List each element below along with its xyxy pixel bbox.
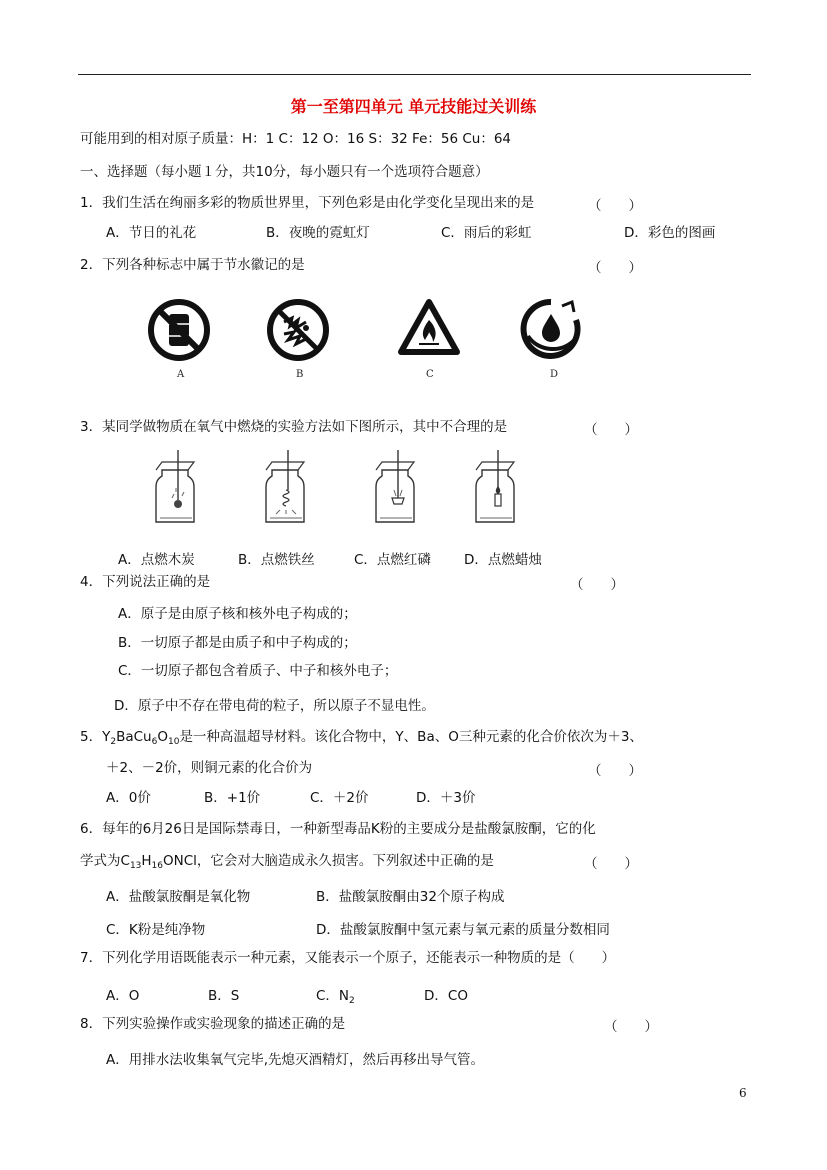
q3-option-a: A．点燃木炭 <box>118 552 195 568</box>
q3-option-d: D．点燃蜡烛 <box>464 552 542 568</box>
q5-stem-line2: ＋2、－2价，则铜元素的化合价为 <box>106 760 313 776</box>
q2-stem: 2．下列各种标志中属于节水徽记的是 <box>80 257 305 273</box>
q6-answer-paren: （ ） <box>584 856 638 872</box>
q6-stem-line2 <box>80 852 494 875</box>
q2-answer-paren: （ ） <box>588 260 642 276</box>
q6-option-b: B．盐酸氯胺酮由32个原子构成 <box>316 889 505 905</box>
page-number: 6 <box>739 1086 747 1100</box>
q4-option-c: C．一切原子都包含着质子、中子和核外电子； <box>118 663 398 679</box>
q8-answer-paren: （ ） <box>604 1019 658 1035</box>
q8-stem: 8．下列实验操作或实验现象的描述正确的是 <box>80 1016 346 1032</box>
q1-option-a: A．节日的礼花 <box>106 225 197 241</box>
q8-option-a: A．用排水法收集氧气完毕,先熄灭酒精灯，然后再移出导气管。 <box>106 1052 485 1068</box>
q5-stem: 5．$Y_2BaCu_6O_{10}$是一种高温超导材料。该化合物中，Y、Ba、O三种元素的化合价依次为＋3、 <box>80 729 643 747</box>
q1-option-d: D．彩色的图画 <box>624 225 716 241</box>
q6-option-a: A．盐酸氯胺酮是氧化物 <box>106 889 251 905</box>
q5-sub-o: 10 <box>167 737 180 747</box>
no-fish-wastewater-icon <box>266 298 330 362</box>
q5-stem-rest: 是一种高温超导材料。该化合物中，Y、Ba、O三种元素的化合价依次为＋3、 <box>179 729 643 745</box>
q3-option-b: B．点燃铁丝 <box>238 552 315 568</box>
section-header: 一、选择题（每小题１分，共10分，每小题只有一个选项符合题意） <box>80 164 489 180</box>
q5-option-a: A．0价 <box>106 790 151 806</box>
q7-option-b: B．S <box>208 988 240 1004</box>
q6-option-c: C．K粉是纯净物 <box>106 922 206 938</box>
q6-stem-pre: 学式为C <box>80 853 130 869</box>
gas-jar-iron-wire-icon <box>264 448 308 528</box>
water-saving-icon <box>518 296 584 362</box>
no-oil-barrel-icon <box>147 298 211 362</box>
q5-option-b: B．+1价 <box>204 790 261 806</box>
q2-label-d: D <box>550 369 559 380</box>
q1-option-b: B．夜晚的霓虹灯 <box>266 225 370 241</box>
q1-answer-paren: （ ） <box>588 198 642 214</box>
q4-option-d: D．原子中不存在带电荷的粒子，所以原子不显电性。 <box>114 698 435 714</box>
q4-option-b: B．一切原子都是由质子和中子构成的； <box>118 635 357 651</box>
q2-label-c: C <box>426 369 434 380</box>
q1-stem: 1．我们生活在绚丽多彩的物质世界里，下列色彩是由化学变化呈现出来的是 <box>80 195 535 211</box>
q7-option-c-sub: 2 <box>349 996 355 1006</box>
page-title: 第一至第四单元 单元技能过关训练 <box>290 97 537 116</box>
q2-label-a: A <box>177 369 185 380</box>
q5-option-d: D．＋3价 <box>416 790 476 806</box>
gas-jar-red-phosphorus-icon <box>374 448 418 528</box>
q6-sub-c: 13 <box>129 861 142 871</box>
q7-stem: 7．下列化学用语既能表示一种元素，又能表示一个原子，还能表示一种物质的是（ ） <box>80 950 616 966</box>
q6-option-d: D．盐酸氯胺酮中氢元素与氧元素的质量分数相同 <box>316 922 610 938</box>
q5-formula-o: O <box>157 729 168 745</box>
q7-option-a: A．O <box>106 988 140 1004</box>
header-rule <box>78 74 751 75</box>
q7-option-d: D．CO <box>424 988 468 1004</box>
q1-option-c: C．雨后的彩虹 <box>441 225 532 241</box>
q4-answer-paren: （ ） <box>570 577 624 593</box>
q6-sub-h: 16 <box>151 861 163 871</box>
q5-answer-paren: （ ） <box>588 763 642 779</box>
q5-formula-y: Y <box>102 729 111 745</box>
q3-option-c: C．点燃红磷 <box>354 552 431 568</box>
q5-sub-cu: 6 <box>151 737 158 747</box>
q7-option-c <box>316 984 355 1006</box>
q2-label-b: B <box>296 369 304 380</box>
q5-option-c: C．＋2价 <box>310 790 369 806</box>
q4-stem: 4．下列说法正确的是 <box>80 574 211 590</box>
q7-option-c-text: C．N <box>316 988 350 1004</box>
q5-sub-y: 2 <box>110 737 117 747</box>
q6-stem-rest: ONCl，它会对大脑造成永久损害。下列叙述中正确的是 <box>163 853 494 869</box>
q6-mid-h: H <box>141 853 152 869</box>
q3-stem: 3．某同学做物质在氧气中燃烧的实验方法如下图所示，其中不合理的是 <box>80 419 508 435</box>
flammable-warning-icon <box>397 298 461 358</box>
q5-formula-bacu: BaCu <box>116 729 152 745</box>
q6-stem: 6．每年的6月26日是国际禁毒日，一种新型毒品K粉的主要成分是盐酸氯胺酮，它的化 <box>80 821 596 837</box>
gas-jar-candle-icon <box>474 448 518 528</box>
atomic-masses: 可能用到的相对原子质量：H：1 C：12 O：16 S：32 Fe：56 Cu：64 <box>80 131 512 147</box>
q3-answer-paren: （ ） <box>584 422 638 438</box>
gas-jar-charcoal-icon <box>154 448 198 528</box>
q4-option-a: A．原子是由原子核和核外电子构成的； <box>118 606 357 622</box>
